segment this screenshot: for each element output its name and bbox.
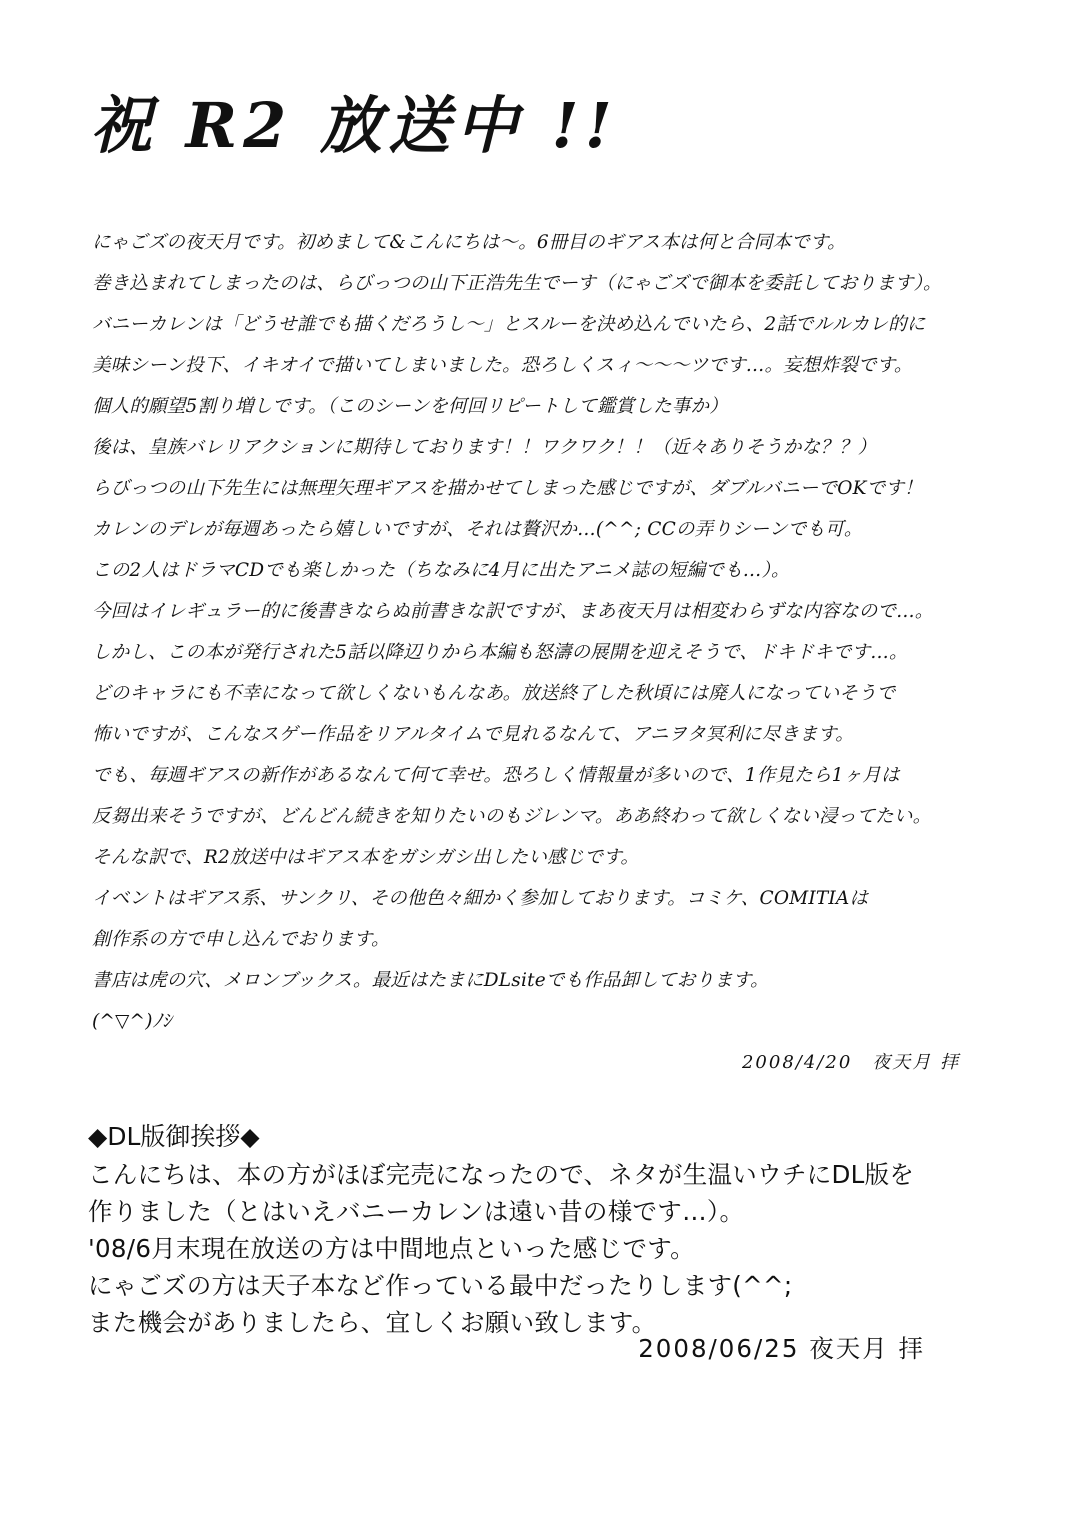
text-line: こんにちは、本の方がほぼ完売になったので、ネタが生温いウチにDL版を [88, 1160, 915, 1189]
text-line: '08/6月末現在放送の方は中間地点といった感じです。 [88, 1234, 695, 1263]
text-line: 個人的願望5割り増しです。（このシーンを何回リピートして鑑賞した事か） [92, 396, 728, 417]
text-line: 書店は虎の穴、メロンブックス。最近はたまにDLsiteでも作品卸しております。 [92, 970, 769, 991]
text-line: 美味シーン投下、イキオイで描いてしまいました。恐ろしくスィ〜〜〜ツです…。妄想炸裂です。 [92, 355, 913, 376]
text-line: らびっつの山下先生には無理矢理ギアスを描かせてしまった感じですが、ダブルバニーでOKです！ [92, 478, 923, 499]
text-line: 後は、皇族バレリアクションに期待しております！！ワクワク！！（近々ありそうかな？？） [92, 437, 877, 458]
text-line: 今回はイレギュラー的に後書きならぬ前書きな訳ですが、まあ夜天月は相変わらずな内容なので…。 [92, 601, 934, 622]
dl-signature: 2008/06/25 夜天月 拝 [638, 1334, 925, 1363]
page-title: 祝 R2 放送中 !! [90, 89, 618, 162]
dl-heading: ◆DL版御挨拶◆ [88, 1122, 260, 1151]
text-line: また機会がありましたら、宜しくお願い致します。 [88, 1308, 657, 1337]
text-line: にゃごズの夜天月です。初めまして&こんにちは〜。6冊目のギアス本は何と合同本です。 [92, 232, 846, 253]
text-line: にゃごズの方は天子本など作っている最中だったりします(^^; [88, 1271, 793, 1300]
text-line: でも、毎週ギアスの新作があるなんて何て幸せ。恐ろしく情報量が多いので、1作見たら1ヶ月は [92, 765, 900, 786]
text-line: (^▽^)ﾉｼ [92, 1011, 172, 1032]
text-line: 巻き込まれてしまったのは、らびっつの山下正浩先生でーす（にゃごズで御本を委託しております）。 [92, 273, 942, 294]
text-line: 反芻出来そうですが、どんどん続きを知りたいのもジレンマ。ああ終わって欲しくない浸ってたい。 [92, 806, 932, 827]
text-line: バニーカレンは「どうせ誰でも描くだろうし〜」とスルーを決め込んでいたら、2話でルルカレ的に [92, 314, 926, 335]
text-line: イベントはギアス系、サンクリ、その他色々細かく参加しております。コミケ、COMITIAは [92, 888, 869, 909]
text-line: 創作系の方で申し込んでおります。 [92, 929, 390, 950]
text-line: 作りました（とはいえバニーカレンは遠い昔の様です…）。 [88, 1197, 745, 1226]
text-line: この2人はドラマCDでも楽しかった（ちなみに4月に出たアニメ誌の短編でも…）。 [92, 560, 790, 581]
text-line: カレンのデレが毎週あったら嬉しいですが、それは贅沢か…(^^; CCの弄りシーンでも可。 [92, 519, 863, 540]
text-line: そんな訳で、R2放送中はギアス本をガシガシ出したい感じです。 [92, 847, 640, 868]
text-line: どのキャラにも不幸になって欲しくないもんなあ。放送終了した秋頃には廃人になっていそうで [92, 683, 896, 704]
main-signature: 2008/4/20 夜天月 拝 [741, 1052, 960, 1073]
dl-version-greeting [88, 1118, 988, 1341]
text-line: 怖いですが、こんなスゲー作品をリアルタイムで見れるなんて、アニヲタ冥利に尽きます。 [92, 724, 854, 745]
main-message [92, 222, 992, 1042]
text-line: しかし、この本が発行された5話以降辺りから本編も怒濤の展開を迎えそうで、ドキドキです…。 [92, 642, 908, 663]
